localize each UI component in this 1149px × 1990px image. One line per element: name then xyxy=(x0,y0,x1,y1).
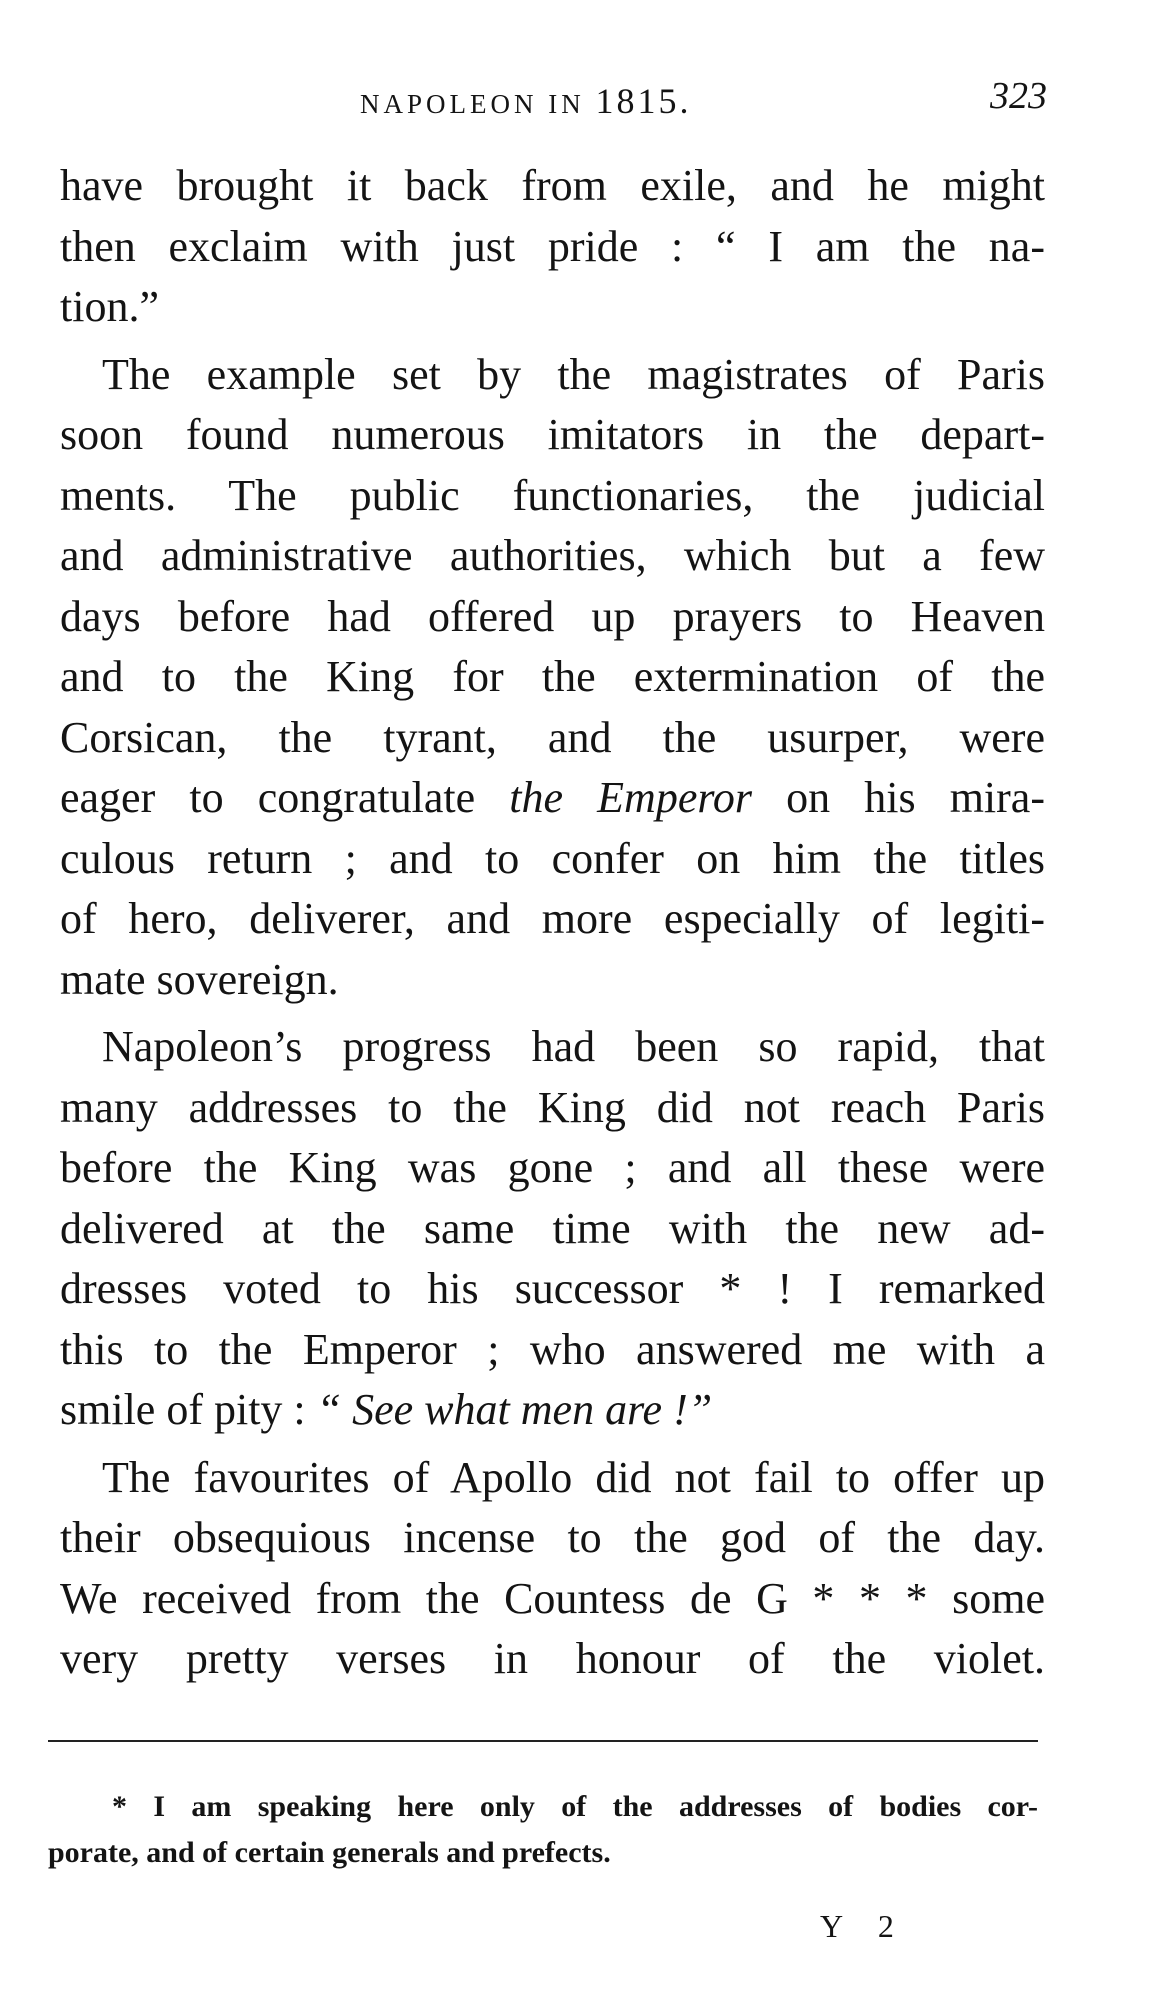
text-line: of hero, deliverer, and more especially of legiti- xyxy=(60,894,1045,943)
text-line: culous return ; and to confer on him the titles xyxy=(60,833,1045,883)
emphasis-the-emperor: the Emperor xyxy=(509,773,752,822)
text-line: have brought it back from exile, and he might xyxy=(60,161,1045,210)
text-line: and to the King for the extermination of the xyxy=(60,652,1045,701)
page-number: 323 xyxy=(990,75,1047,117)
quote-see-what-men-are: “ See what men are !” xyxy=(316,1385,713,1434)
text-line: then exclaim with just pride : “ I am the na- xyxy=(60,221,1045,271)
text-line: delivered at the same time with the new ad- xyxy=(60,1203,1045,1253)
text-line: Napoleon’s progress had been so rapid, that xyxy=(102,1022,1045,1071)
signature-mark: Y 2 xyxy=(820,1908,908,1944)
text-line: The example set by the magistrates of Paris xyxy=(102,349,1045,399)
text-line: and administrative authorities, which but a few xyxy=(60,531,1045,580)
running-title xyxy=(360,80,691,122)
text-line: their obsequious incense to the god of the day. xyxy=(60,1513,1045,1562)
text-line: dresses voted to his successor * ! I remarked xyxy=(60,1264,1045,1313)
text-line: tion.” xyxy=(60,282,159,331)
footnote-rule xyxy=(48,1740,1038,1742)
text-segment: smile of pity : xyxy=(60,1385,306,1434)
paragraph-3 xyxy=(60,1017,1045,1441)
paragraph-2 xyxy=(60,345,1045,1011)
running-title-text: NAPOLEON IN xyxy=(360,89,585,119)
running-head xyxy=(0,72,1149,132)
text-line: mate sovereign. xyxy=(60,954,339,1004)
running-title-year: 1815. xyxy=(595,81,692,121)
footnote-line: * I am speaking here only of the addresses of bodies cor- xyxy=(112,1790,1038,1823)
text-line: before the King was gone ; and all these were xyxy=(60,1143,1045,1192)
text-line: many addresses to the King did not reach Paris xyxy=(60,1082,1045,1132)
text-line: very pretty verses in honour of the violet. xyxy=(60,1634,1045,1683)
text-line: The favourites of Apollo did not fail to offer up xyxy=(102,1452,1045,1502)
footnote xyxy=(48,1784,1038,1876)
text-line-with-quote xyxy=(60,1380,1045,1441)
paragraph-1 xyxy=(60,156,1045,338)
text-line: this to the Emperor ; who answered me with a xyxy=(60,1324,1045,1374)
text-line: Corsican, the tyrant, and the usurper, were xyxy=(60,712,1045,762)
text-line: We received from the Countess de G * * * some xyxy=(60,1573,1045,1623)
text-line: ments. The public functionaries, the judicial xyxy=(60,470,1045,520)
text-line-with-emphasis xyxy=(60,768,1045,829)
paragraph-4 xyxy=(60,1448,1045,1690)
text-line: soon found numerous imitators in the depart- xyxy=(60,410,1045,459)
footnote-line: porate, and of certain generals and prefects. xyxy=(48,1836,611,1869)
body-text xyxy=(60,156,1045,1690)
text-line: days before had offered up prayers to Heaven xyxy=(60,591,1045,641)
text-segment: eager to congratulate xyxy=(60,773,476,822)
text-segment: on his mira- xyxy=(786,773,1045,822)
